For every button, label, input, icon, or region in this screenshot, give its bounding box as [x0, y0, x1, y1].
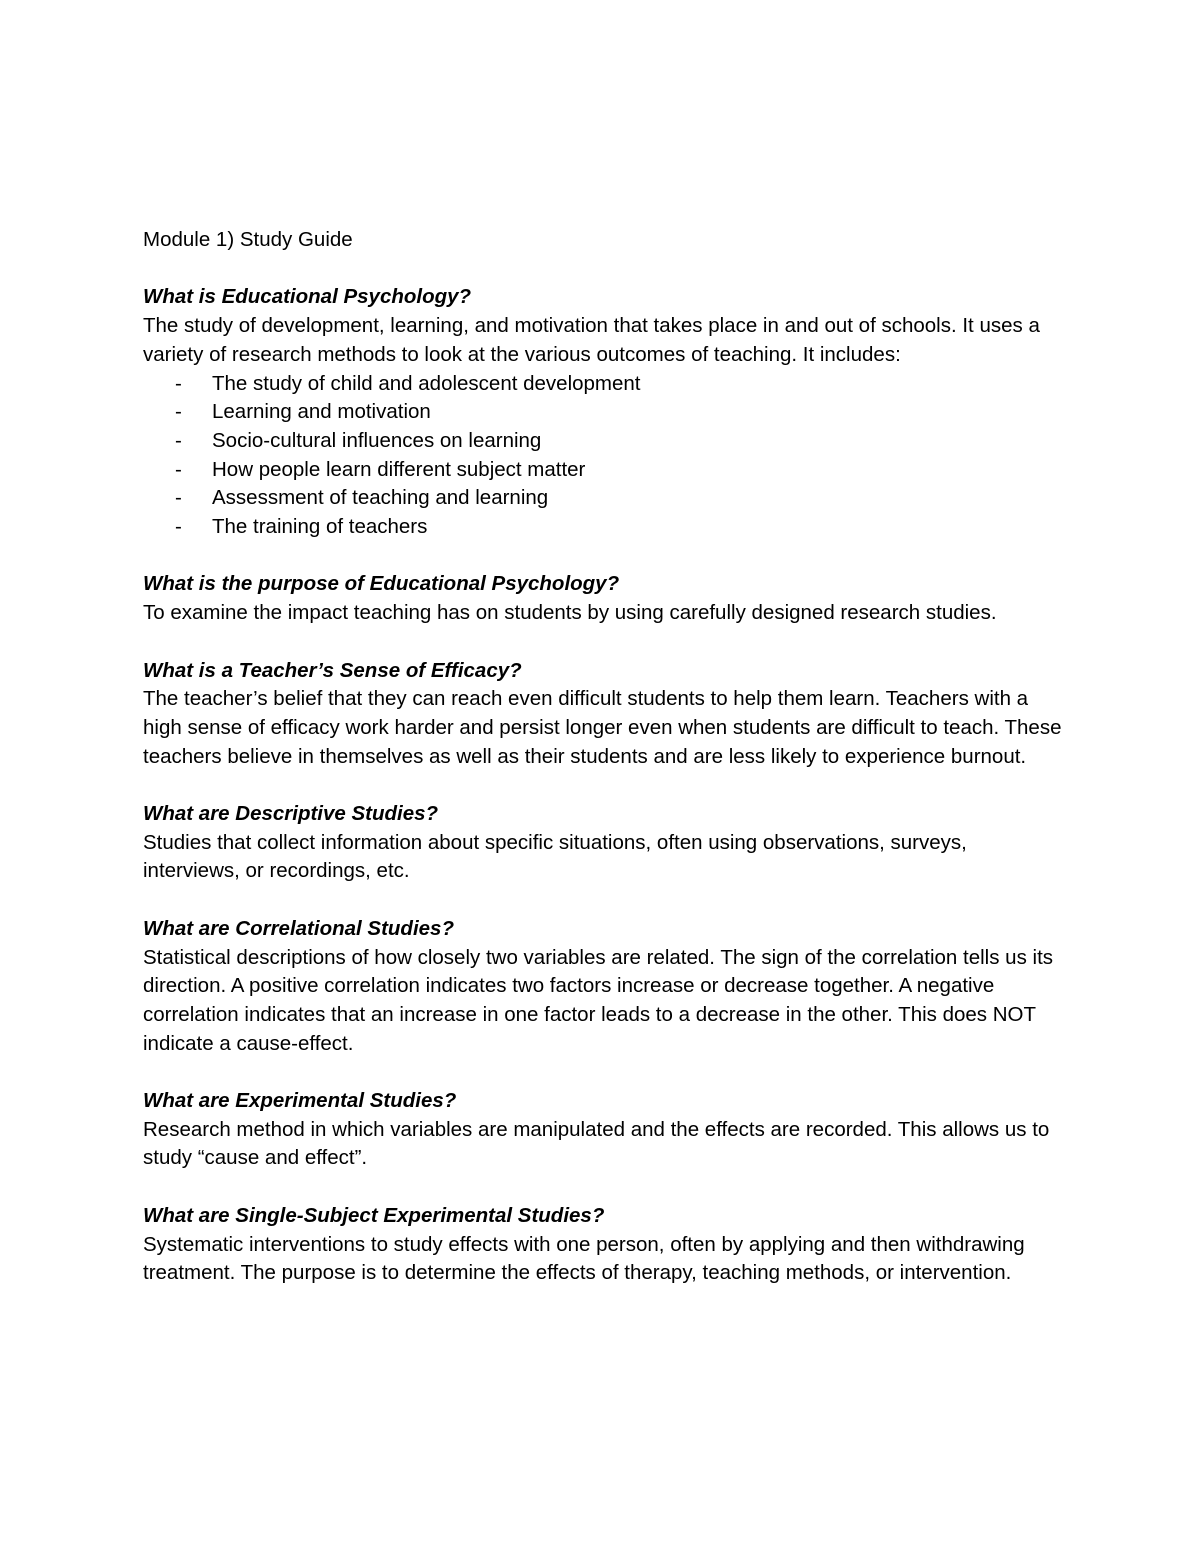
dash-bullet: - [175, 457, 182, 481]
section-answer: Research method in which variables are manipulated and the effects are recorded. This allows us to study “cause and effect”. [143, 1117, 1050, 1170]
section-single-subject-studies [143, 1202, 1063, 1288]
section-teacher-efficacy [143, 657, 1063, 772]
dash-bullet: - [175, 486, 182, 510]
dash-bullet: - [175, 428, 182, 452]
section-answer: The study of development, learning, and motivation that takes place in and out of schools. It uses a variety of research methods to look at the various outcomes of teaching. It includes: [143, 314, 1040, 366]
list-item: - How people learn different subject matter [143, 456, 1063, 485]
dash-bullet: - [175, 515, 182, 539]
section-answer: Studies that collect information about specific situations, often using observations, surveys, interviews, or recordings, etc. [143, 830, 967, 883]
topics-list [143, 370, 1063, 542]
section-answer: To examine the impact teaching has on students by using carefully designed research studies. [143, 601, 997, 625]
section-question: What are Correlational Studies? [143, 916, 454, 940]
document-page [143, 226, 1063, 1317]
document-title: Module 1) Study Guide [143, 228, 353, 251]
section-question: What is the purpose of Educational Psychology? [143, 572, 620, 596]
section-answer: Systematic interventions to study effects with one person, often by applying and then withdrawing treatment. The purpose is to determine the effects of therapy, teaching methods, or intervention. [143, 1232, 1025, 1285]
section-question: What are Descriptive Studies? [143, 802, 439, 825]
list-item: - The training of teachers [143, 513, 1063, 542]
dash-bullet: - [175, 371, 182, 395]
section-question: What is a Teacher’s Sense of Efficacy? [143, 658, 522, 682]
section-question: What are Single-Subject Experimental Studies? [143, 1203, 605, 1227]
list-item: - Assessment of teaching and learning [143, 484, 1063, 513]
list-item: - Learning and motivation [143, 398, 1063, 427]
section-descriptive-studies [143, 800, 1063, 886]
section-question: What are Experimental Studies? [143, 1089, 457, 1112]
section-educational-psychology [143, 283, 1063, 541]
list-item: - Socio-cultural influences on learning [143, 427, 1063, 456]
section-question: What is Educational Psychology? [143, 285, 472, 309]
list-item: - The study of child and adolescent development [143, 370, 1063, 399]
section-correlational-studies [143, 915, 1063, 1059]
dash-bullet: - [175, 400, 182, 424]
section-experimental-studies [143, 1087, 1063, 1173]
section-purpose [143, 570, 1063, 627]
section-answer: The teacher’s belief that they can reach even difficult students to help them learn. Teachers with a high sense of efficacy work harder and persist longer even when students are difficult to teach. These teachers believe in themselves as well as their students and are less likely to experience burnout. [143, 687, 1062, 768]
section-answer: Statistical descriptions of how closely two variables are related. The sign of the correlation tells us its direction. A positive correlation indicates two factors increase or decrease together. A negative correlation indicates that an increase in one factor leads to a decrease in the other. This does NOT indicate a cause-effect. [143, 945, 1054, 1055]
